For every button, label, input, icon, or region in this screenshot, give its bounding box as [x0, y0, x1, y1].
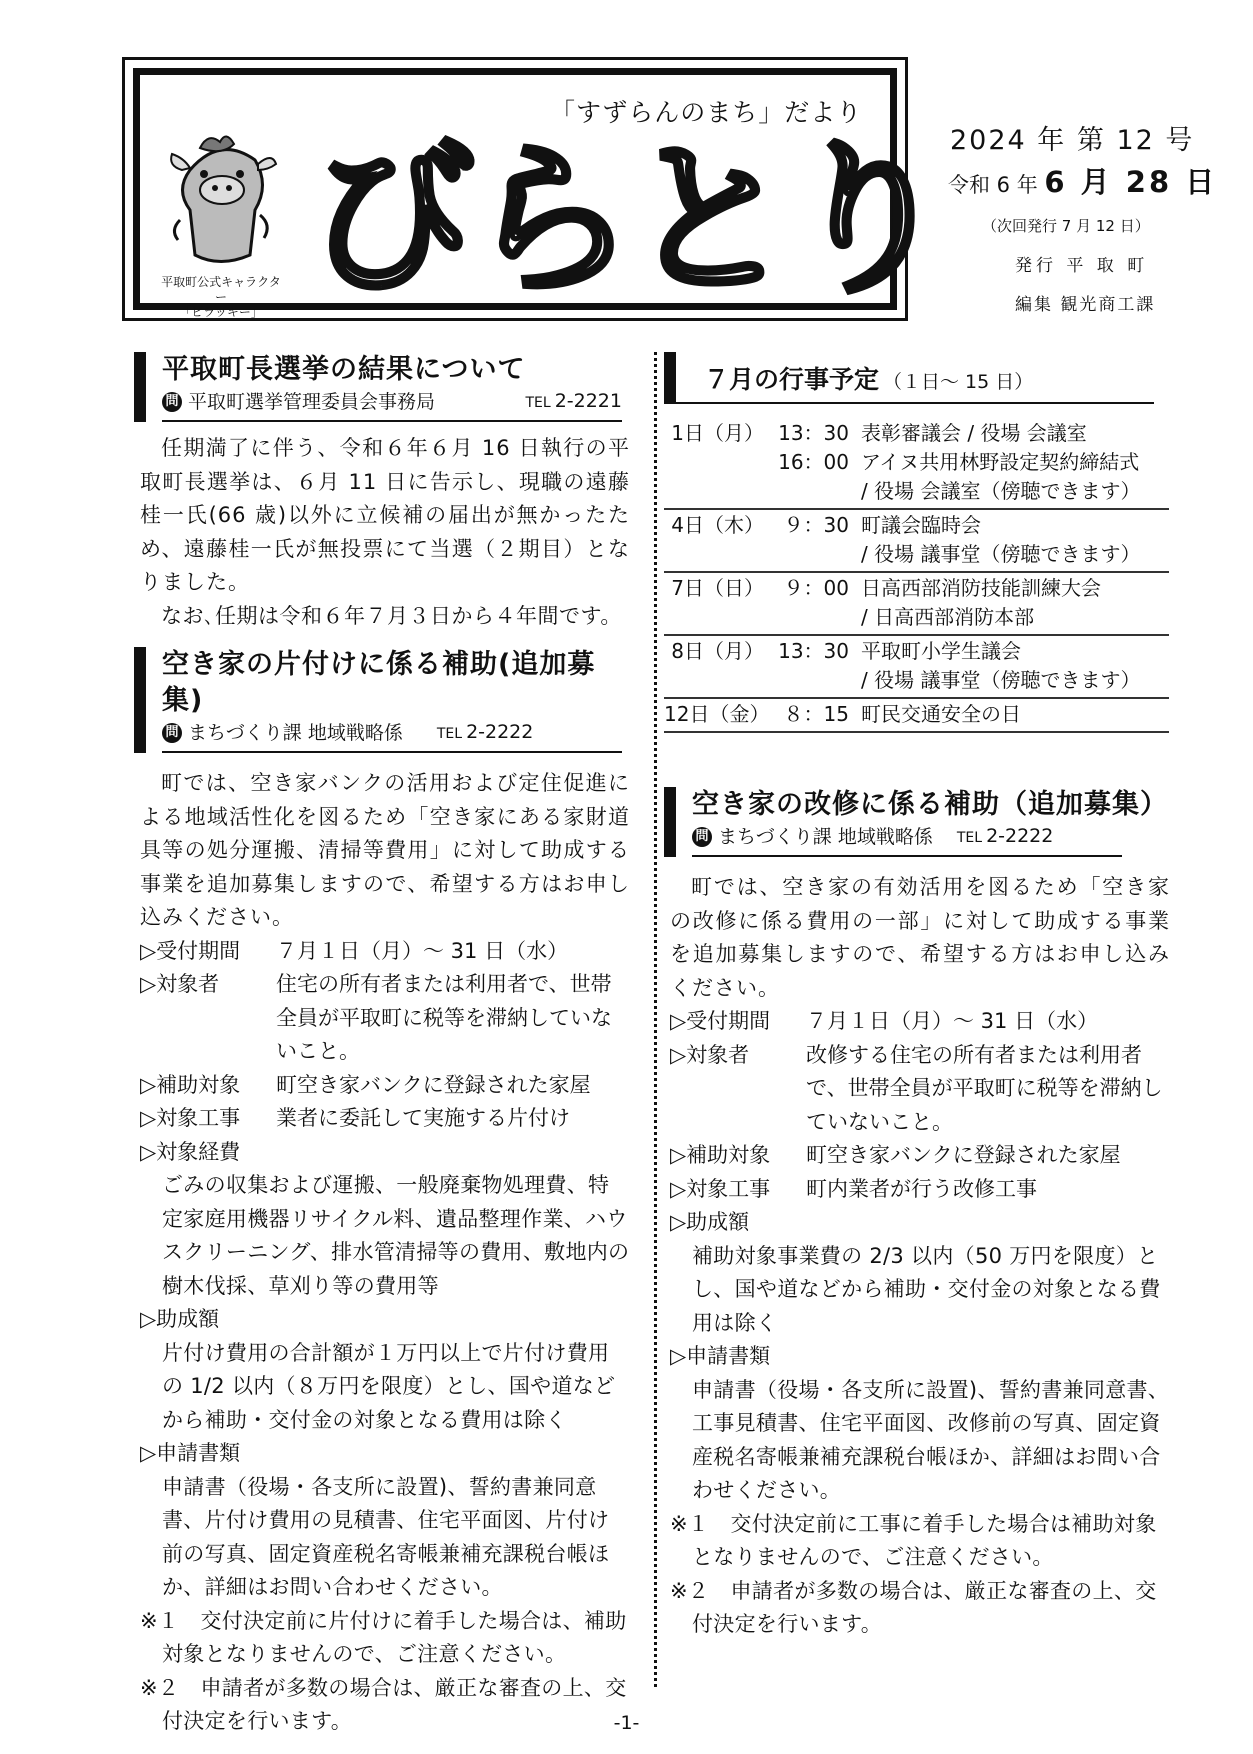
- list-item: [140, 1102, 630, 1136]
- item-value: 町空き家バンクに登録された家屋: [276, 1072, 591, 1097]
- schedule-line: [664, 448, 1169, 477]
- item-label: ▷補助対象: [670, 1143, 771, 1167]
- item-label: ▷対象工事: [670, 1176, 771, 1201]
- item-label: ▷助成額: [140, 1307, 220, 1331]
- cleanup-body: 町では、空き家バンクの活用および定住促進による地域活性化を図るため「空き家にある家財道具等の処分運搬、清掃等費用」に対して助成する事業を追加募集しますので、希望する方はお申し込みください。: [140, 771, 630, 929]
- schedule-line: [664, 477, 1169, 506]
- mascot-caption-line-1: 平取町公式キャラクター: [161, 275, 281, 304]
- tel-number: 2-2222: [986, 825, 1054, 847]
- item-label: ▷補助対象: [140, 1072, 241, 1097]
- schedule-event: アイヌ共用林野設定契約締結式: [861, 450, 1140, 474]
- docs-label: [670, 1340, 1170, 1374]
- election-body: 任期満了に伴う、令和６年６月 16 日執行の平取町長選挙は、６月 11 日に告示し、現職の遠藤桂一氏(66 歳)以外に立候補の届出が無かったため、遠藤桂一氏が無投票にて当選（２期目）となりました。: [140, 436, 630, 594]
- note-2: ※２ 申請者が多数の場合は、厳正な審査の上、交付決定を行います。: [140, 1675, 627, 1733]
- list-item: [670, 1005, 1170, 1039]
- election-section: [140, 352, 630, 633]
- item-label: ▷対象者: [140, 972, 220, 996]
- contact-office: 平取町選挙管理委員会事務局: [188, 391, 436, 413]
- item-label: ▷受付期間: [140, 938, 241, 963]
- section-title: 空き家の改修に係る補助（追加募集）: [692, 789, 1168, 820]
- schedule-line: [664, 511, 1169, 540]
- contact-office: まちづくり課 地域戦略係: [718, 826, 933, 848]
- telephone: [957, 823, 1054, 851]
- schedule-time: 13：30: [778, 421, 849, 445]
- election-term: なお､任期は令和６年７月３日から４年間です。: [161, 603, 622, 628]
- cleanup-section: [140, 647, 630, 1739]
- item-value: 業者に委託して実施する片付け: [276, 1106, 570, 1130]
- schedule-time: ９：30: [783, 513, 849, 537]
- tel-number: 2-2222: [466, 721, 534, 743]
- schedule-day: 4日（木）: [671, 513, 764, 537]
- note-1: ※１ 交付決定前に工事に着手した場合は補助対象となりませんので、ご注意ください。: [670, 1511, 1157, 1569]
- newsletter-title-text: びらとり: [310, 124, 946, 316]
- item-label: ▷対象者: [670, 1042, 750, 1067]
- contact-line: [692, 823, 1122, 857]
- right-column: [664, 352, 1170, 1642]
- item-value: ７月１日（月）～ 31 日（水）: [806, 1009, 1099, 1033]
- contact-line: [162, 719, 622, 753]
- list-item: [140, 1069, 630, 1103]
- note-2: ※２ 申請者が多数の場合は、厳正な審査の上、交付決定を行います。: [670, 1578, 1157, 1636]
- tel-label: TEL: [436, 726, 463, 742]
- schedule-time: [764, 540, 849, 569]
- issue-number: 2024 年 第 12 号: [950, 125, 1195, 156]
- item-value: 町内業者が行う改修工事: [806, 1176, 1037, 1201]
- renovation-header: [664, 787, 1170, 857]
- item-value: 住宅の所有者または利用者で、世帯全員が平取町に税等を滞納していないこと。: [276, 972, 612, 1063]
- schedule-time: ９：00: [783, 576, 849, 600]
- schedule-event: 表彰審議会 / 役場 会議室: [861, 421, 1087, 445]
- list-item: [670, 1173, 1170, 1207]
- schedule-range: （１日～ 15 日）: [883, 371, 1034, 393]
- renovation-body: 町では、空き家の有効活用を図るため「空き家の改修に係る費用の一部」に対して助成する事業を追加募集しますので、希望する方はお申し込みください。: [670, 875, 1170, 1000]
- tel-label: TEL: [956, 830, 983, 846]
- schedule-day: 8日（月）: [671, 639, 764, 663]
- schedule-line: [664, 637, 1169, 666]
- schedule-time: 13：30: [778, 639, 849, 663]
- docs-label: [140, 1437, 630, 1471]
- schedule-line: [664, 666, 1169, 695]
- next-issue-date: （次回発行 7 月 12 日）: [982, 217, 1150, 235]
- schedule-time: ８：15: [783, 702, 849, 726]
- left-column: [140, 352, 630, 1739]
- contact-office: まちづくり課 地域戦略係: [188, 722, 403, 744]
- docs-detail: 申請書（役場・各支所に設置)、誓約書兼同意書、工事見積書、住宅平面図、改修前の写真、固定資産税名寄帳兼補充課税台帳ほか、詳細はお問い合わせください。: [692, 1377, 1170, 1502]
- inquiry-icon: 問: [162, 392, 182, 412]
- mascot-caption-line-2: 「ビラッキー」: [179, 305, 263, 319]
- schedule-time: [764, 666, 849, 695]
- list-item: [140, 935, 630, 969]
- grant-detail: 補助対象事業費の 2/3 以内（50 万円を限度）とし、国や道などから補助・交付金の対象となる費用は除く: [692, 1243, 1161, 1335]
- schedule-line: [664, 540, 1169, 569]
- schedule-header: [664, 352, 1154, 404]
- tel-number: 2-2221: [554, 390, 622, 412]
- schedule-event: / 役場 議事堂（傍聴できます）: [861, 668, 1141, 692]
- renovation-section: [670, 787, 1170, 1642]
- newsletter-subtitle: 「すずらんのまち」だより: [550, 98, 863, 127]
- list-item: [140, 968, 630, 1069]
- mascot-icon: [160, 130, 280, 270]
- item-value: 改修する住宅の所有者または利用者で、世帯全員が平取町に税等を滞納していないこと。: [806, 1042, 1163, 1134]
- schedule-line: [664, 574, 1169, 603]
- schedule-day: 7日（日）: [671, 576, 764, 600]
- note-1: ※１ 交付決定前に片付けに着手した場合は、補助対象となりませんので、ご注意ください。: [140, 1608, 627, 1666]
- schedule-event: 町議会臨時会: [861, 513, 981, 537]
- list-item: [670, 1139, 1170, 1173]
- page-number: -1-: [613, 1712, 640, 1734]
- schedule-row: [664, 699, 1169, 733]
- telephone: [437, 719, 534, 747]
- masthead-inner-frame: [133, 68, 946, 319]
- column-divider: [654, 352, 657, 1687]
- schedule-line: [664, 419, 1169, 448]
- inquiry-icon: 問: [162, 723, 182, 743]
- section-title: 空き家の片付けに係る補助(追加募集): [162, 649, 596, 716]
- grant-detail: 片付け費用の合計額が１万円以上で片付け費用の 1/2 以内（８万円を限度）とし、国や道などから補助・交付金の対象となる費用は除く: [162, 1340, 616, 1432]
- cleanup-header: [134, 647, 630, 753]
- item-label: ▷対象工事: [140, 1106, 241, 1130]
- item-label: ▷対象経費: [140, 1139, 241, 1164]
- schedule-table: [664, 418, 1169, 733]
- schedule-day: 12日（金）: [664, 702, 770, 726]
- item-value: 町空き家バンクに登録された家屋: [806, 1143, 1121, 1167]
- schedule-line: [664, 700, 1169, 729]
- mascot-caption: [156, 275, 286, 320]
- expense-detail: ごみの収集および運搬、一般廃棄物処理費、特定家庭用機器リサイクル料、遺品整理作業、ハウスクリーニング、排水管清掃等の費用、敷地内の樹木伐採、草刈り等の費用等: [162, 1173, 630, 1298]
- schedule-time: [764, 477, 849, 506]
- issue-date: [948, 160, 1217, 201]
- telephone: [525, 388, 622, 416]
- expense-label: [140, 1136, 630, 1170]
- schedule-row: [664, 418, 1169, 510]
- schedule-time: 16：00: [778, 450, 849, 474]
- masthead: [122, 57, 946, 321]
- schedule-title: ７月の行事予定: [704, 365, 880, 394]
- docs-detail: 申請書（役場・各支所に設置)、誓約書兼同意書、片付け費用の見積書、住宅平面図、片付け前の写真、固定資産税名寄帳兼補充課税台帳ほか、詳細はお問い合わせください。: [162, 1474, 610, 1599]
- schedule-line: [664, 603, 1169, 632]
- item-label: ▷助成額: [670, 1210, 750, 1234]
- contact-line: [162, 388, 622, 422]
- schedule-row: [664, 573, 1169, 636]
- item-value: ７月１日（月）～ 31 日（水）: [276, 938, 569, 963]
- schedule-section: [664, 352, 1170, 733]
- schedule-event: 町民交通安全の日: [861, 702, 1021, 726]
- publisher: 発行 平 取 町: [1015, 256, 1149, 276]
- schedule-day: 1日（月）: [671, 421, 764, 445]
- grant-label: [140, 1303, 630, 1337]
- election-header: [134, 352, 630, 422]
- item-label: ▷申請書類: [670, 1344, 771, 1368]
- inquiry-icon: 問: [692, 827, 712, 847]
- item-label: ▷申請書類: [140, 1441, 241, 1465]
- item-label: ▷受付期間: [670, 1009, 771, 1033]
- schedule-event: / 役場 議事堂（傍聴できます）: [861, 542, 1141, 566]
- schedule-event: / 日高西部消防本部: [861, 605, 1035, 629]
- grant-label: [670, 1206, 1170, 1240]
- list-item: [670, 1039, 1170, 1140]
- tel-label: TEL: [525, 395, 551, 411]
- schedule-event: 平取町小学生議会: [861, 639, 1021, 663]
- schedule-row: [664, 636, 1169, 699]
- section-title: 平取町長選挙の結果について: [162, 354, 526, 385]
- newsletter-title: [310, 117, 946, 316]
- issue-date-day: 6 月 28 日: [1044, 165, 1218, 199]
- schedule-event: 日高西部消防技能訓練大会: [861, 576, 1101, 600]
- schedule-row: [664, 510, 1169, 573]
- issue-date-era: 令和 6 年: [948, 173, 1038, 197]
- schedule-time: [764, 603, 849, 632]
- schedule-event: / 役場 会議室（傍聴できます）: [861, 479, 1141, 503]
- editor: 編集 観光商工課: [1015, 295, 1156, 315]
